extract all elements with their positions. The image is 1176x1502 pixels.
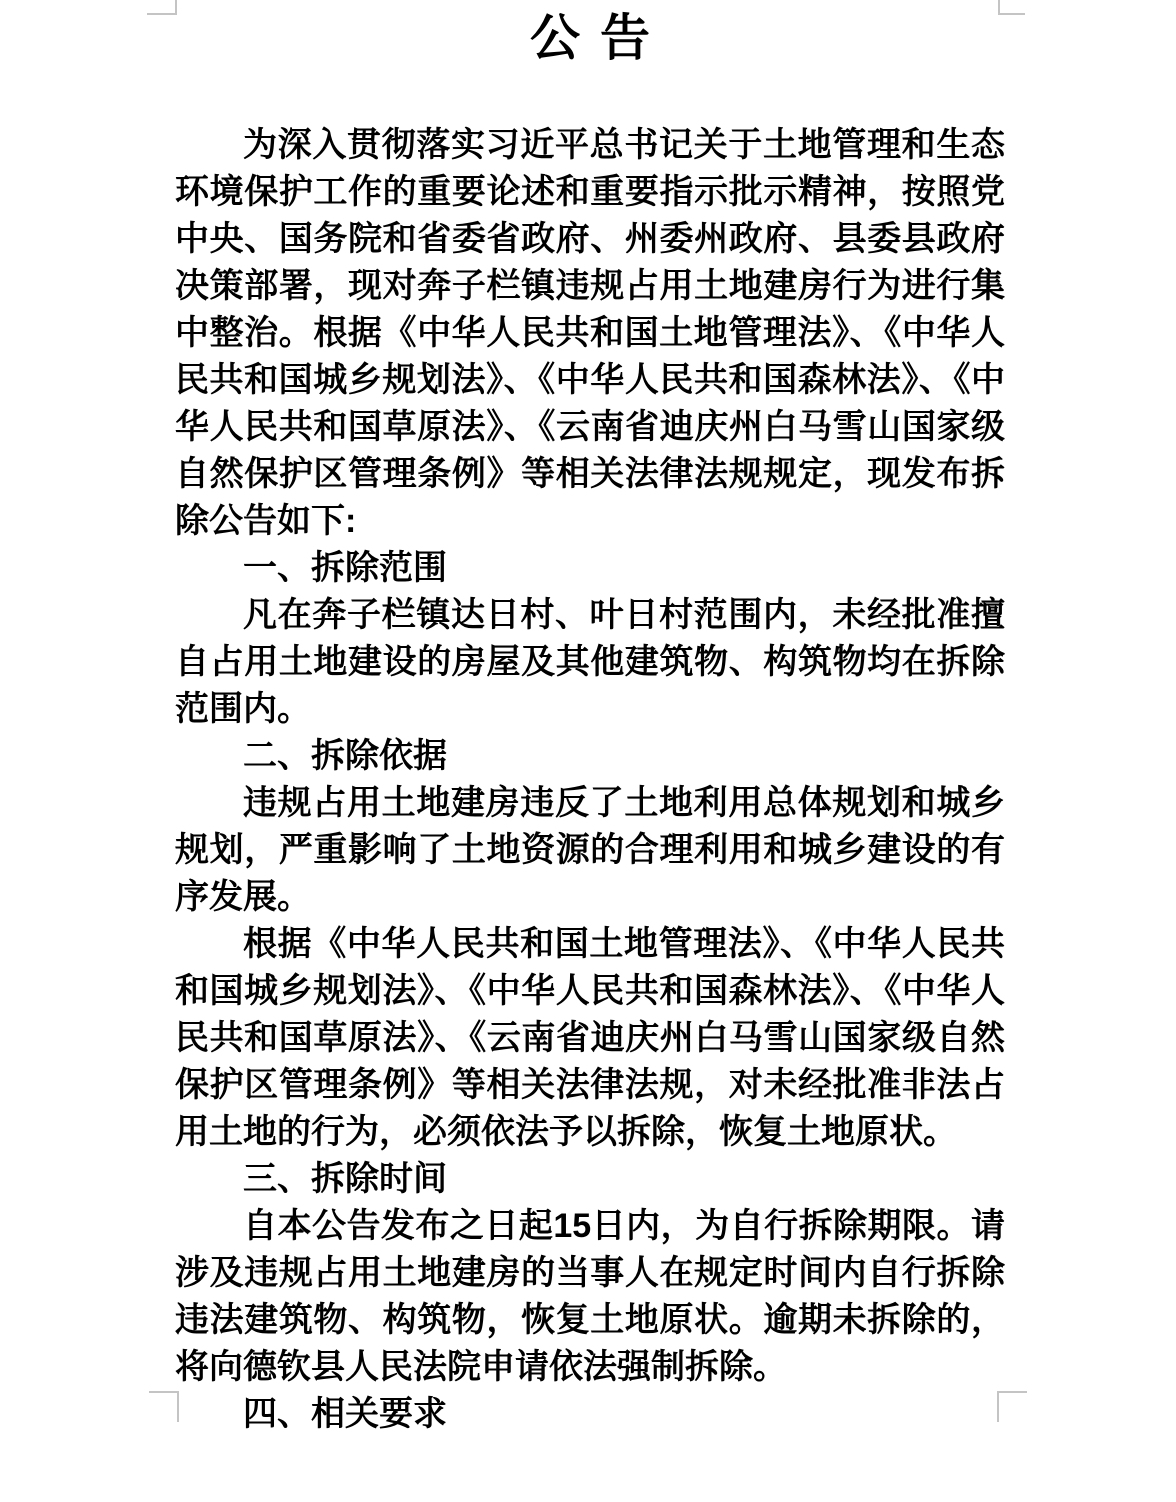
paragraph: 根据《中华人民共和国土地管理法》、《中华人民共和国城乡规划法》、《中华人民共和国森林法》、《中华人民共和国草原法》、《云南省迪庆州白马雪山国家级自然保护区管理条例》等相关法律法规，对未经批准非法占用土地的行为，必须依法予以拆除，恢复土地原状。 [175,925,1005,1151]
document-title: 公 告 [530,10,650,66]
text-boundary-mark-top-left [147,0,177,15]
section-heading: 二、拆除依据 [243,737,447,775]
paragraph: 自本公告发布之日起15日内，为自行拆除期限。请涉及违规占用土地建房的当事人在规定时间内自行拆除违法建筑物、构筑物，恢复土地原状。逾期未拆除的，将向德钦县人民法院申请依法强制拆除。 [175,1207,1005,1386]
section-heading: 三、拆除时间 [243,1160,447,1198]
paragraph: 凡在奔子栏镇达日村、叶日村范围内，未经批准擅自占用土地建设的房屋及其他建筑物、构筑物均在拆除范围内。 [175,596,1005,728]
section-heading: 一、拆除范围 [243,549,447,587]
paragraph: 为深入贯彻落实习近平总书记关于土地管理和生态环境保护工作的重要论述和重要指示批示精神，按照党中央、国务院和省委省政府、州委州政府、县委县政府决策部署，现对奔子栏镇违规占用土地建房行为进行集中整治。根据《中华人民共和国土地管理法》、《中华人民共和国城乡规划法》、《中华人民共和国森林法》、《中华人民共和国草原法》、《云南省迪庆州白马雪山国家级自然保护区管理条例》等相关法律法规规定，现发布拆除公告如下: [175,126,1005,540]
text-area [175,0,1005,1438]
paragraph-list [175,122,1005,1438]
section-heading: 四、相关要求 [243,1395,447,1433]
paragraph: 违规占用土地建房违反了土地利用总体规划和城乡规划，严重影响了土地资源的合理利用和城乡建设的有序发展。 [175,784,1005,916]
